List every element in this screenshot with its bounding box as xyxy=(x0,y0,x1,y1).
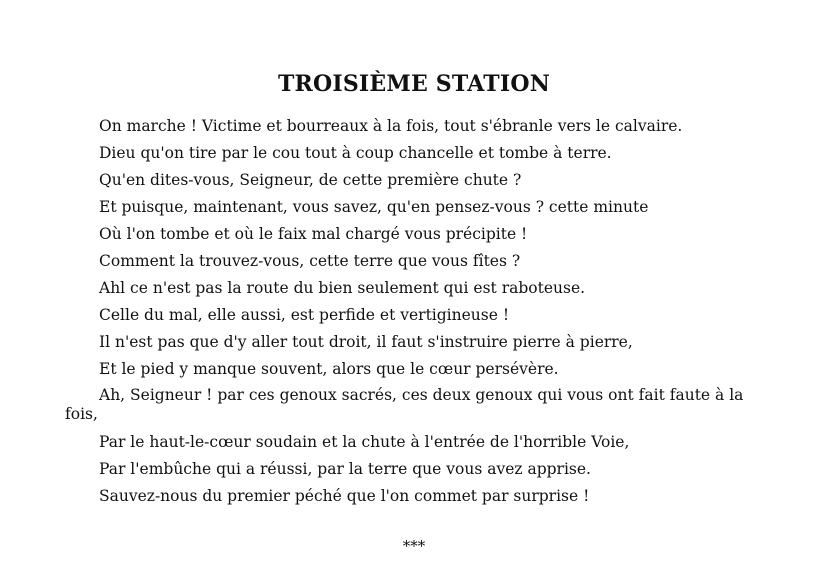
verse-line: Ah, Seigneur ! par ces genoux sacrés, ces deux genoux qui vous ont fait faute à la fois, xyxy=(65,386,744,423)
verse-line: Comment la trouvez-vous, cette terre que vous fîtes ? xyxy=(99,252,521,270)
poem-body xyxy=(65,116,770,513)
verse-line: Par le haut-le-cœur soudain et la chute à l'entrée de l'horrible Voie, xyxy=(99,433,630,451)
verse-line: Il n'est pas que d'y aller tout droit, il faut s'instruire pierre à pierre, xyxy=(99,333,633,351)
section-separator: *** xyxy=(402,537,426,555)
verse-line: Celle du mal, elle aussi, est perfide et vertigineuse ! xyxy=(99,306,510,324)
verse-line: Par l'embûche qui a réussi, par la terre que vous avez apprise. xyxy=(99,460,591,478)
verse-line: Ahl ce n'est pas la route du bien seulement qui est raboteuse. xyxy=(99,279,586,297)
verse-line: Et le pied y manque souvent, alors que le cœur persévère. xyxy=(99,360,559,378)
verse-line: On marche ! Victime et bourreaux à la fois, tout s'ébranle vers le calvaire. xyxy=(99,117,683,135)
page-title: TROISIÈME STATION xyxy=(277,71,551,97)
verse-line: Où l'on tombe et où le faix mal chargé vous précipite ! xyxy=(99,225,528,243)
verse-line: Et puisque, maintenant, vous savez, qu'en pensez-vous ? cette minute xyxy=(99,198,649,216)
verse-line: Qu'en dites-vous, Seigneur, de cette première chute ? xyxy=(99,171,522,189)
verse-line: Sauvez-nous du premier péché que l'on commet par surprise ! xyxy=(99,487,590,505)
verse-line: Dieu qu'on tire par le cou tout à coup chancelle et tombe à terre. xyxy=(99,144,612,162)
